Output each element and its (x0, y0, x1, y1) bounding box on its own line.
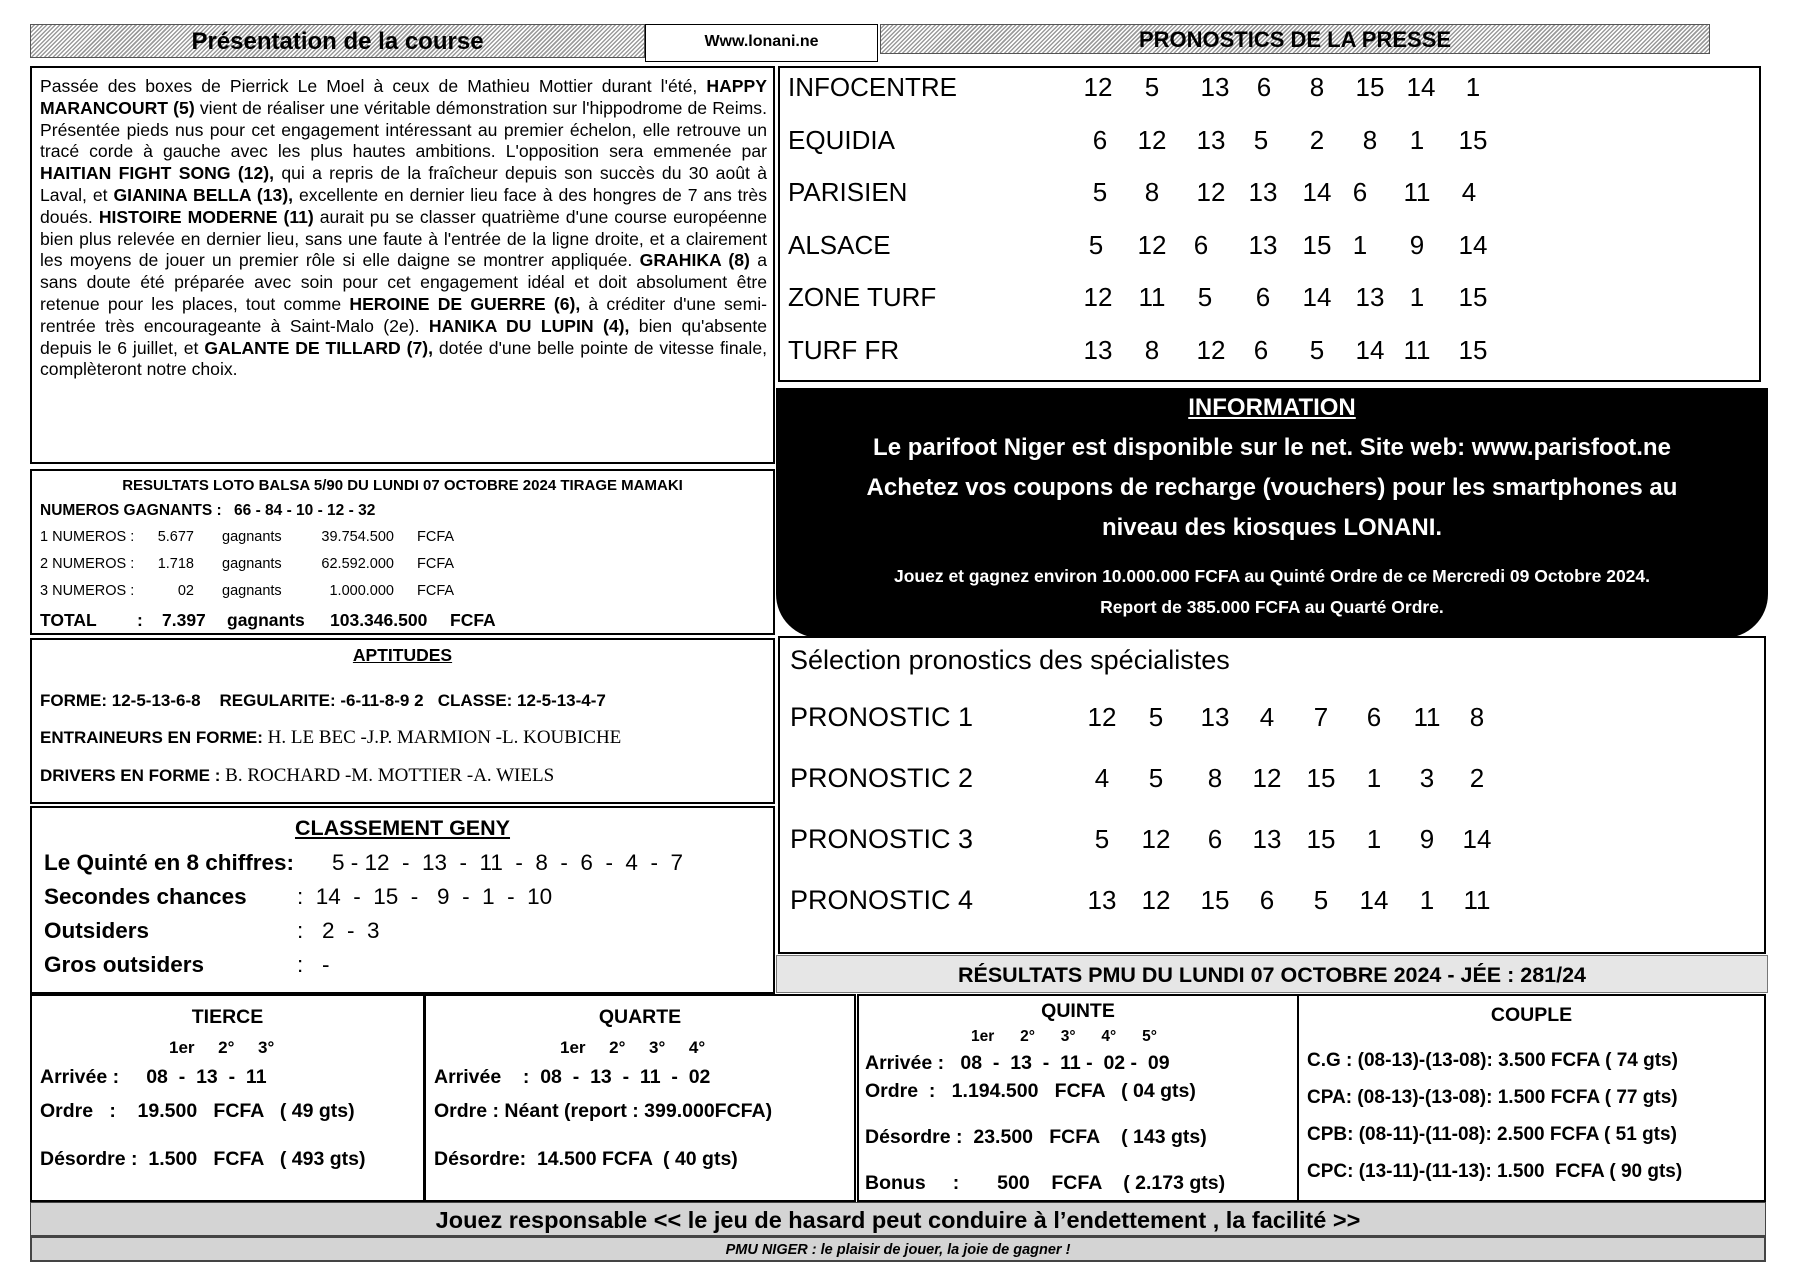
presentation-segment: excellente en dernier lieu face à des hongres de 7 ans très doués. (40, 184, 767, 227)
pronostic-number: 15 (1306, 763, 1336, 793)
presse-number: 2 (1309, 124, 1325, 155)
pronostic-number: 7 (1313, 702, 1329, 732)
presse-number: 14 (1406, 72, 1436, 102)
tierce-places: 1er 2° 3° (169, 1038, 275, 1057)
presse-number: 11 (1403, 334, 1431, 365)
pronostic-number: 4 (1094, 763, 1110, 793)
loto-row-currency: FCFA (417, 529, 455, 545)
loto-title: RESULTATS LOTO BALSA 5/90 DU LUNDI 07 OCTOBRE 2024 TIRAGE MAMAKI (122, 477, 683, 494)
quinte-ordre: Ordre : 1.194.500 FCFA ( 04 gts) (865, 1080, 1196, 1102)
presse-number: 12 (1083, 72, 1113, 102)
presse-number: 14 (1355, 334, 1385, 365)
pronostic-name: PRONOSTIC 2 (790, 763, 974, 793)
presse-number: 15 (1355, 72, 1385, 102)
quinte-places: 1er 2° 3° 4° 5° (971, 1028, 1157, 1045)
selection-title: Sélection pronostics des spécialistes (790, 645, 1230, 675)
pronostic-number: 6 (1259, 885, 1275, 915)
pronostic-number: 5 (1148, 702, 1164, 732)
pmu-results-bar: RÉSULTATS PMU DU LUNDI 07 OCTOBRE 2024 - JÉE : 281/24 (776, 955, 1768, 993)
presse-number: 15 (1302, 229, 1332, 260)
geny-box (30, 806, 775, 994)
presse-source-name: EQUIDIA (788, 124, 895, 155)
presse-number: 8 (1309, 72, 1325, 102)
loto-row-currency: FCFA (417, 556, 455, 572)
horse-name: GALANTE DE TILLARD (7), (204, 337, 434, 358)
pronostic-number: 1 (1366, 763, 1382, 793)
quarte-box (424, 994, 856, 1202)
pronostic-number: 11 (1413, 702, 1441, 732)
pronostic-number: 8 (1469, 702, 1485, 732)
tierce-desordre: Désordre : 1.500 FCFA ( 493 gts) (40, 1148, 366, 1170)
pronostic-number: 5 (1313, 885, 1329, 915)
presse-source-name: ZONE TURF (788, 282, 937, 312)
presse-number: 12 (1196, 177, 1226, 207)
presse-number: 12 (1137, 229, 1167, 260)
loto-winning: NUMEROS GAGNANTS : 66 - 84 - 10 - 12 - 32 (40, 502, 376, 519)
quinte-desordre: Désordre : 23.500 FCFA ( 143 gts) (865, 1126, 1207, 1148)
presse-number: 13 (1196, 124, 1226, 155)
presse-number: 13 (1200, 72, 1230, 102)
quarte-arrivee: Arrivée : 08 - 13 - 11 - 02 (434, 1066, 711, 1088)
presse-number: 11 (1403, 177, 1431, 207)
geny-value: : - (297, 952, 330, 977)
pronostic-number: 14 (1359, 885, 1389, 915)
presentation-segment: à créditer d'une semi-rentrée très encourageante à Saint-Malo (2e). (40, 293, 767, 336)
horse-name: HANIKA DU LUPIN (4), (428, 315, 630, 336)
jackpot-panel (776, 554, 1768, 638)
quinte-bonus: Bonus : 500 FCFA ( 2.173 gts) (865, 1172, 1226, 1194)
geny-label: Secondes chances (44, 884, 247, 909)
loto-row-label: 3 NUMEROS : (40, 583, 135, 599)
presse-number: 6 (1352, 177, 1368, 207)
presentation-segment: aurait pu se classer quatrième d'une course européenne bien plus relevée en dernier lieu, sans une faute à l'entrée de la ligne droite, et a clairement les moyens de jouer un premier rôle si elle daigne se montrer appliquée. (40, 206, 767, 271)
tierce-arrivee: Arrivée : 08 - 13 - 11 (40, 1066, 267, 1088)
presse-number: 5 (1309, 334, 1325, 365)
presse-number: 12 (1196, 334, 1226, 365)
pronostic-number: 12 (1141, 885, 1171, 915)
pronostic-number: 11 (1463, 885, 1491, 915)
loto-row-amount: 39.754.500 (321, 529, 394, 545)
quarte-desordre: Désordre: 14.500 FCFA ( 40 gts) (434, 1148, 738, 1170)
presse-number: 4 (1461, 177, 1477, 207)
presse-number: 12 (1083, 282, 1113, 312)
presse-number: 13 (1355, 282, 1385, 312)
presse-number: 14 (1302, 177, 1332, 207)
presse-number: 5 (1197, 282, 1213, 312)
quinte-box (857, 994, 1299, 1202)
presse-number: 15 (1458, 124, 1488, 155)
presentation-segment: bien qu'absente depuis le 6 juillet, et (40, 315, 767, 358)
pronostic-number: 14 (1462, 824, 1492, 854)
presse-number: 13 (1248, 177, 1278, 207)
report-line: Report de 385.000 FCFA au Quarté Ordre. (1100, 597, 1444, 617)
aptitudes-drivers: DRIVERS EN FORME : B. ROCHARD -M. MOTTIER -A. WIELS (40, 765, 555, 786)
pronostic-number: 15 (1200, 885, 1230, 915)
presse-number: 5 (1253, 124, 1269, 155)
presse-number: 6 (1255, 282, 1271, 312)
presse-number: 11 (1138, 282, 1166, 312)
pronostic-number: 12 (1252, 763, 1282, 793)
information-title: INFORMATION (1188, 394, 1356, 421)
loto-row-word: gagnants (222, 556, 282, 572)
aptitudes-forme: FORME: 12-5-13-6-8 REGULARITE: -6-11-8-9 2 CLASSE: 12-5-13-4-7 (40, 691, 606, 710)
aptitudes-title: APTITUDES (352, 645, 453, 665)
quinte-title: QUINTE (1041, 1000, 1115, 1022)
presse-number: 1 (1465, 72, 1481, 102)
presse-source-name: TURF FR (788, 334, 900, 365)
pronostic-name: PRONOSTIC 3 (790, 824, 974, 854)
presse-number: 6 (1193, 229, 1209, 260)
presentation-title: Présentation de la course (191, 28, 484, 55)
presse-number: 5 (1088, 229, 1104, 260)
pronostic-number: 8 (1207, 763, 1223, 793)
presentation-header (30, 24, 645, 58)
presentation-text (40, 76, 767, 381)
presse-number: 9 (1409, 229, 1425, 260)
tierce-ordre: Ordre : 19.500 FCFA ( 49 gts) (40, 1100, 355, 1122)
aptitudes-entraineurs: ENTRAINEURS EN FORME: H. LE BEC -J.P. MARMION -L. KOUBICHE (40, 727, 622, 748)
presse-number: 13 (1083, 334, 1113, 365)
presse-header (880, 24, 1710, 54)
presse-number: 5 (1144, 72, 1160, 102)
presse-number: 8 (1362, 124, 1378, 155)
quarte-title: QUARTE (598, 1006, 682, 1028)
couple-row: CPC: (13-11)-(11-13): 1.500 FCFA ( 90 gts) (1307, 1161, 1683, 1182)
presentation-segment: a sans doute été préparée avec soin pour cet engagement idéal et doit absolument être retenue pour les places, tout comme (40, 250, 767, 314)
pronostic-number: 3 (1419, 763, 1435, 793)
presse-number: 14 (1458, 229, 1488, 260)
information-line3: niveau des kiosques LONANI. (1101, 514, 1443, 541)
tierce-box (30, 994, 425, 1202)
slogan-bar: PMU NIGER : le plaisir de jouer, la joie de gagner ! (30, 1236, 1766, 1262)
information-line1: Le parifoot Niger est disponible sur le net. Site web: www.parisfoot.ne (873, 434, 1671, 461)
presentation-segment: qui a repris de la fraîcheur depuis son succès du 30 août à Laval, et (40, 163, 767, 205)
pronostic-number: 5 (1148, 763, 1164, 793)
presse-title: PRONOSTICS DE LA PRESSE (1138, 27, 1452, 52)
geny-label: Outsiders (44, 918, 150, 943)
quinte-arrivee: Arrivée : 08 - 13 - 11 - 02 - 09 (865, 1052, 1170, 1074)
couple-title: COUPLE (1490, 1004, 1573, 1026)
pronostic-number: 6 (1366, 702, 1382, 732)
couple-row: CPB: (08-11)-(11-08): 2.500 FCFA ( 51 gts) (1307, 1124, 1677, 1145)
pronostic-number: 6 (1207, 824, 1223, 854)
loto-box: RESULTATS LOTO BALSA 5/90 DU LUNDI 07 OCTOBRE 2024 TIRAGE MAMAKI NUMEROS GAGNANTS : 66 - 84 - 10 - 12 - 32 1 NUMEROS : 5.677 gagnants 39.754.500 FCFA 2 NUMEROS : 1.718 gagnants 62.592.000 FCFA 3 NUMEROS : 02 gagnants 1.000.000 FCFA TOTAL : 7.397 gagnants 103.346.500 FCFA (30, 469, 775, 635)
pronostic-number: 2 (1469, 763, 1485, 793)
loto-row-count: 5.677 (157, 529, 194, 545)
presse-number: 15 (1458, 334, 1488, 365)
presse-number: 5 (1092, 177, 1108, 207)
loto-row-label: 1 NUMEROS : (40, 529, 135, 545)
couple-row: C.G : (08-13)-(13-08): 3.500 FCFA ( 74 gts) (1307, 1050, 1678, 1071)
selection-box (778, 636, 1766, 954)
loto-row-label: 2 NUMEROS : (40, 556, 135, 572)
loto-row-amount: 1.000.000 (329, 583, 394, 599)
pronostic-number: 13 (1200, 702, 1230, 732)
presse-source-name: PARISIEN (788, 177, 908, 207)
presse-number: 13 (1248, 229, 1278, 260)
presse-number: 8 (1144, 334, 1160, 365)
information-line2: Achetez vos coupons de recharge (vouchers) pour les smartphones au (866, 474, 1678, 501)
horse-name: GIANINA BELLA (13), (113, 184, 294, 205)
loto-row-count: 02 (177, 583, 194, 599)
loto-row-word: gagnants (222, 529, 282, 545)
presentation-box (30, 66, 775, 464)
geny-label: Gros outsiders (44, 952, 205, 977)
tierce-title: TIERCE (191, 1006, 264, 1028)
horse-name: HEROINE DE GUERRE (6), (349, 293, 581, 314)
horse-name: HISTOIRE MODERNE (11) (98, 206, 314, 227)
geny-value: : 14 - 15 - 9 - 1 - 10 (297, 884, 553, 909)
presse-number: 1 (1409, 124, 1425, 155)
presse-number: 15 (1458, 282, 1488, 312)
pronostic-name: PRONOSTIC 1 (790, 702, 974, 732)
couple-row: CPA: (08-13)-(13-08): 1.500 FCFA ( 77 gts) (1307, 1087, 1678, 1108)
site-label: Www.lonani.ne (645, 24, 878, 62)
geny-label: Le Quinté en 8 chiffres: (44, 850, 295, 875)
presse-box (778, 66, 1761, 382)
jackpot-line: Jouez et gagnez environ 10.000.000 FCFA au Quinté Ordre de ce Mercredi 09 Octobre 2024. (893, 566, 1651, 586)
loto-row-count: 1.718 (157, 556, 194, 572)
pronostic-number: 1 (1366, 824, 1382, 854)
presse-number: 6 (1253, 334, 1269, 365)
presentation-segment: dotée d'une belle pointe de vitesse finale, complèteront notre choix. (40, 337, 767, 380)
pronostic-number: 5 (1094, 824, 1110, 854)
presse-number: 6 (1256, 72, 1272, 102)
presse-number: 12 (1137, 124, 1167, 155)
information-panel (776, 388, 1768, 554)
couple-box (1297, 994, 1766, 1202)
pronostic-number: 12 (1141, 824, 1171, 854)
pronostic-number: 13 (1087, 885, 1117, 915)
pronostic-number: 1 (1419, 885, 1435, 915)
presse-number: 1 (1352, 229, 1368, 260)
horse-name: HAITIAN FIGHT SONG (12), (40, 163, 275, 184)
quarte-places: 1er 2° 3° 4° (560, 1038, 706, 1057)
pronostic-number: 4 (1259, 702, 1275, 732)
loto-row-currency: FCFA (417, 583, 455, 599)
responsible-gaming-bar: Jouez responsable << le jeu de hasard peut conduire à l’endettement , la facilité >> (30, 1202, 1766, 1236)
horse-name: HAPPY MARANCOURT (5) (40, 76, 767, 118)
presentation-segment: Passée des boxes de Pierrick Le Moel à ceux de Mathieu Mottier durant l'été, (40, 76, 707, 96)
quarte-ordre: Ordre : Néant (report : 399.000FCFA) (434, 1100, 773, 1122)
pronostic-name: PRONOSTIC 4 (790, 885, 974, 915)
presse-number: 1 (1409, 282, 1425, 312)
loto-row-amount: 62.592.000 (321, 556, 394, 572)
pronostic-number: 13 (1252, 824, 1282, 854)
presse-number: 6 (1092, 124, 1108, 155)
geny-value: : 2 - 3 (297, 918, 380, 943)
presse-source-name: ALSACE (788, 229, 891, 260)
presse-number: 14 (1302, 282, 1332, 312)
pronostic-number: 15 (1306, 824, 1336, 854)
presentation-segment: vient de réaliser une véritable démonstration sur l'hippodrome de Reims. Présentée pieds nus pour cet engagement intéressant au premier échelon, elle retrouve un tracé corde à gauche avec les plus hautes ambitions. L'opposition sera emmenée par (40, 97, 767, 162)
presse-number: 8 (1144, 177, 1160, 207)
geny-title: CLASSEMENT GENY (294, 816, 511, 840)
pronostic-number: 9 (1419, 824, 1435, 854)
loto-row-word: gagnants (222, 583, 282, 599)
horse-name: GRAHIKA (8) (639, 250, 750, 271)
geny-value: 5 - 12 - 13 - 11 - 8 - 6 - 4 - 7 (332, 850, 683, 875)
pronostic-number: 12 (1087, 702, 1117, 732)
presse-source-name: INFOCENTRE (788, 72, 957, 102)
aptitudes-box (30, 638, 775, 804)
